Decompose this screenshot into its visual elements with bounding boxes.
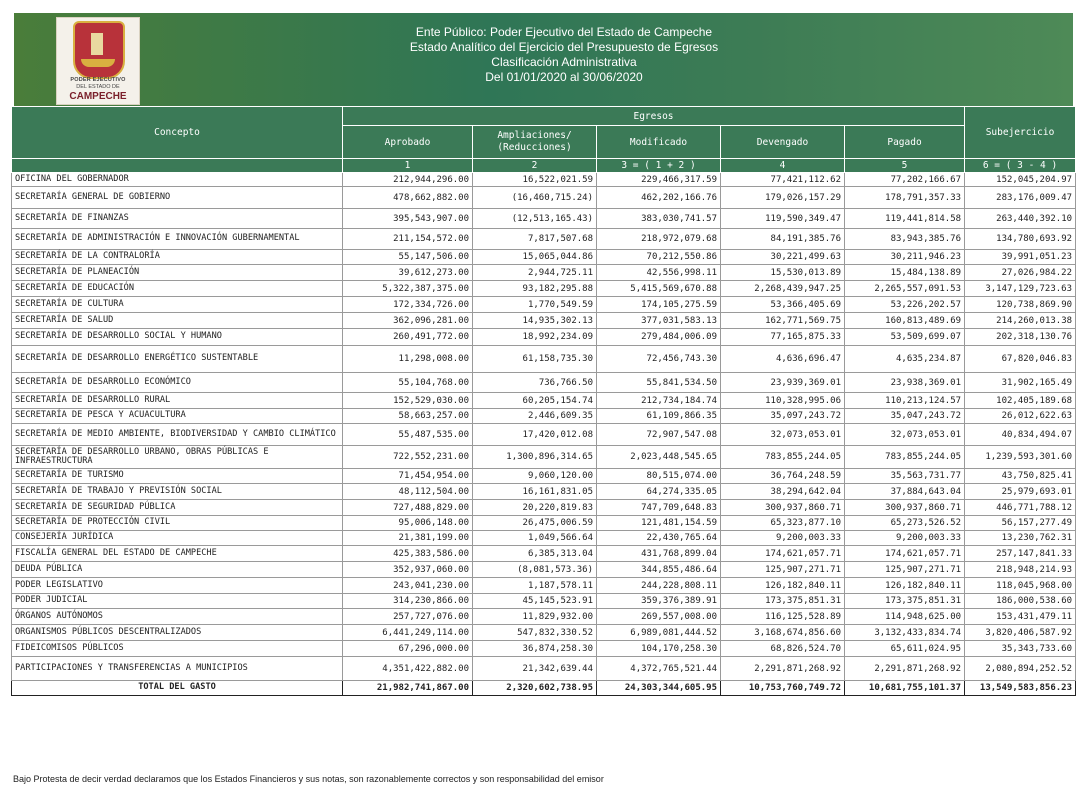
value-cell: 116,125,528.89 — [721, 609, 845, 625]
value-cell: 377,031,583.13 — [597, 313, 721, 329]
value-cell: 121,481,154.59 — [597, 516, 721, 531]
concepto-cell: PODER LEGISLATIVO — [12, 578, 343, 594]
value-cell: 383,030,741.57 — [597, 209, 721, 229]
report-name-line: Estado Analítico del Ejercicio del Presupuesto de Egresos — [409, 40, 719, 54]
concepto-cell: SECRETARÍA DE DESARROLLO RURAL — [12, 393, 343, 409]
concepto-cell: PODER JUDICIAL — [12, 594, 343, 609]
table-row — [12, 469, 1076, 484]
value-cell: 431,768,899.04 — [597, 546, 721, 562]
col-aprobado: Aprobado — [343, 126, 473, 159]
value-cell: 172,334,726.00 — [343, 297, 473, 313]
concepto-cell: FIDEICOMISOS PÚBLICOS — [12, 641, 343, 657]
value-cell: 211,154,572.00 — [343, 229, 473, 250]
table-row — [12, 625, 1076, 641]
concepto-cell: SECRETARÍA DE PLANEACIÓN — [12, 265, 343, 281]
value-cell: 173,375,851.31 — [721, 594, 845, 609]
total-value-cell: 21,982,741,867.00 — [343, 681, 473, 696]
value-cell: 4,372,765,521.44 — [597, 657, 721, 681]
col-pagado: Pagado — [845, 126, 965, 159]
value-cell: 218,948,214.93 — [965, 562, 1076, 578]
value-cell: 2,080,894,252.52 — [965, 657, 1076, 681]
value-cell: 214,260,013.38 — [965, 313, 1076, 329]
value-cell: 179,026,157.29 — [721, 187, 845, 209]
value-cell: 23,938,369.01 — [845, 373, 965, 393]
value-cell: 125,907,271.71 — [845, 562, 965, 578]
value-cell: 2,291,871,268.92 — [845, 657, 965, 681]
value-cell: 11,298,008.00 — [343, 346, 473, 373]
value-cell: 6,385,313.04 — [473, 546, 597, 562]
total-value-cell: 10,753,760,749.72 — [721, 681, 845, 696]
table-row — [12, 484, 1076, 500]
table-row — [12, 173, 1076, 187]
value-cell: 727,488,829.00 — [343, 500, 473, 516]
value-cell: 83,943,385.76 — [845, 229, 965, 250]
value-cell: 352,937,060.00 — [343, 562, 473, 578]
value-cell: 202,318,130.76 — [965, 329, 1076, 346]
concepto-cell: DEUDA PÚBLICA — [12, 562, 343, 578]
concepto-cell: SECRETARÍA DE MEDIO AMBIENTE, BIODIVERSIDAD Y CAMBIO CLIMÁTICO — [12, 424, 343, 446]
report-header — [14, 13, 1073, 106]
col-number-3: 3 = ( 1 + 2 ) — [597, 159, 721, 173]
table-row — [12, 265, 1076, 281]
value-cell: 747,709,648.83 — [597, 500, 721, 516]
value-cell: 212,944,296.00 — [343, 173, 473, 187]
footer-statement: Bajo Protesta de decir verdad declaramos que los Estados Financieros y sus notas, son razonablemente correctos y son responsabilidad del emisor — [13, 774, 604, 784]
value-cell: 229,466,317.59 — [597, 173, 721, 187]
value-cell: 23,939,369.01 — [721, 373, 845, 393]
value-cell: 39,991,051.23 — [965, 250, 1076, 265]
logo-text-line2: DEL ESTADO DE — [76, 84, 120, 90]
value-cell: 11,829,932.00 — [473, 609, 597, 625]
table-row — [12, 516, 1076, 531]
col-number-1: 1 — [343, 159, 473, 173]
value-cell: 77,165,875.33 — [721, 329, 845, 346]
value-cell: 547,832,330.52 — [473, 625, 597, 641]
total-value-cell: 13,549,583,856.23 — [965, 681, 1076, 696]
value-cell: 65,323,877.10 — [721, 516, 845, 531]
col-blank — [12, 159, 343, 173]
value-cell: 300,937,860.71 — [721, 500, 845, 516]
value-cell: 1,049,566.64 — [473, 531, 597, 546]
value-cell: 72,907,547.08 — [597, 424, 721, 446]
value-cell: 31,902,165.49 — [965, 373, 1076, 393]
value-cell: 3,147,129,723.63 — [965, 281, 1076, 297]
value-cell: 2,265,557,091.53 — [845, 281, 965, 297]
value-cell: (12,513,165.43) — [473, 209, 597, 229]
value-cell: 173,375,851.31 — [845, 594, 965, 609]
value-cell: 77,202,166.67 — [845, 173, 965, 187]
table-row — [12, 187, 1076, 209]
table-row — [12, 562, 1076, 578]
total-value-cell: 10,681,755,101.37 — [845, 681, 965, 696]
value-cell: 1,239,593,301.60 — [965, 446, 1076, 469]
logo-text-line3: CAMPECHE — [69, 91, 127, 102]
concepto-cell: SECRETARÍA DE PROTECCIÓN CIVIL — [12, 516, 343, 531]
value-cell: 120,738,869.90 — [965, 297, 1076, 313]
value-cell: (16,460,715.24) — [473, 187, 597, 209]
value-cell: 80,515,074.00 — [597, 469, 721, 484]
value-cell: 15,530,013.89 — [721, 265, 845, 281]
value-cell: 2,291,871,268.92 — [721, 657, 845, 681]
value-cell: 162,771,569.75 — [721, 313, 845, 329]
table-row — [12, 609, 1076, 625]
concepto-cell: SECRETARÍA DE TURISMO — [12, 469, 343, 484]
value-cell: 64,274,335.05 — [597, 484, 721, 500]
value-cell: 119,590,349.47 — [721, 209, 845, 229]
table-row — [12, 424, 1076, 446]
table-row — [12, 250, 1076, 265]
value-cell: 93,182,295.88 — [473, 281, 597, 297]
value-cell: 359,376,389.91 — [597, 594, 721, 609]
table-row — [12, 546, 1076, 562]
value-cell: 20,220,819.83 — [473, 500, 597, 516]
value-cell: 65,273,526.52 — [845, 516, 965, 531]
concepto-cell: SECRETARÍA DE DESARROLLO ENERGÉTICO SUSTENTABLE — [12, 346, 343, 373]
logo-text-line1: PODER EJECUTIVO — [70, 77, 126, 83]
value-cell: 16,161,831.05 — [473, 484, 597, 500]
value-cell: 104,170,258.30 — [597, 641, 721, 657]
value-cell: 18,992,234.09 — [473, 329, 597, 346]
value-cell: 21,342,639.44 — [473, 657, 597, 681]
value-cell: 722,552,231.00 — [343, 446, 473, 469]
value-cell: 55,147,506.00 — [343, 250, 473, 265]
value-cell: 26,475,006.59 — [473, 516, 597, 531]
concepto-cell: SECRETARÍA DE TRABAJO Y PREVISIÓN SOCIAL — [12, 484, 343, 500]
value-cell: 462,202,166.76 — [597, 187, 721, 209]
value-cell: 4,351,422,882.00 — [343, 657, 473, 681]
value-cell: 5,322,387,375.00 — [343, 281, 473, 297]
value-cell: 174,621,057.71 — [721, 546, 845, 562]
value-cell: 22,430,765.64 — [597, 531, 721, 546]
value-cell: 478,662,882.00 — [343, 187, 473, 209]
value-cell: 95,006,148.00 — [343, 516, 473, 531]
total-value-cell: 24,303,344,605.95 — [597, 681, 721, 696]
table-row — [12, 313, 1076, 329]
value-cell: 244,228,808.11 — [597, 578, 721, 594]
value-cell: 56,157,277.49 — [965, 516, 1076, 531]
value-cell: 174,105,275.59 — [597, 297, 721, 313]
value-cell: 178,791,357.33 — [845, 187, 965, 209]
concepto-cell: ÓRGANOS AUTÓNOMOS — [12, 609, 343, 625]
value-cell: 1,770,549.59 — [473, 297, 597, 313]
value-cell: 26,012,622.63 — [965, 409, 1076, 424]
col-number-4: 4 — [721, 159, 845, 173]
concepto-cell: SECRETARÍA DE ADMINISTRACIÓN E INNOVACIÓN GUBERNAMENTAL — [12, 229, 343, 250]
table-row — [12, 641, 1076, 657]
value-cell: 314,230,866.00 — [343, 594, 473, 609]
value-cell: 2,446,609.35 — [473, 409, 597, 424]
value-cell: 119,441,814.58 — [845, 209, 965, 229]
period-line: Del 01/01/2020 al 30/06/2020 — [485, 70, 643, 84]
value-cell: 257,727,076.00 — [343, 609, 473, 625]
col-devengado: Devengado — [721, 126, 845, 159]
value-cell: 70,212,550.86 — [597, 250, 721, 265]
value-cell: 25,979,693.01 — [965, 484, 1076, 500]
concepto-cell: PARTICIPACIONES Y TRANSFERENCIAS A MUNICIPIOS — [12, 657, 343, 681]
value-cell: 1,187,578.11 — [473, 578, 597, 594]
total-label: TOTAL DEL GASTO — [12, 681, 343, 696]
value-cell: 35,563,731.77 — [845, 469, 965, 484]
value-cell: 30,211,946.23 — [845, 250, 965, 265]
value-cell: 27,026,984.22 — [965, 265, 1076, 281]
value-cell: 32,073,053.01 — [721, 424, 845, 446]
table-row — [12, 281, 1076, 297]
value-cell: 30,221,499.63 — [721, 250, 845, 265]
value-cell: 61,158,735.30 — [473, 346, 597, 373]
value-cell: 42,556,998.11 — [597, 265, 721, 281]
value-cell: 7,817,507.68 — [473, 229, 597, 250]
concepto-cell: SECRETARÍA DE LA CONTRALORÍA — [12, 250, 343, 265]
value-cell: 55,104,768.00 — [343, 373, 473, 393]
value-cell: 102,405,189.68 — [965, 393, 1076, 409]
value-cell: 2,944,725.11 — [473, 265, 597, 281]
value-cell: 38,294,642.04 — [721, 484, 845, 500]
egresos-header: Egresos — [343, 107, 965, 126]
value-cell: 114,948,625.00 — [845, 609, 965, 625]
value-cell: 36,764,248.59 — [721, 469, 845, 484]
table-row — [12, 229, 1076, 250]
value-cell: 134,780,693.92 — [965, 229, 1076, 250]
value-cell: 9,200,003.33 — [721, 531, 845, 546]
value-cell: 53,226,202.57 — [845, 297, 965, 313]
table-row — [12, 346, 1076, 373]
table-row — [12, 329, 1076, 346]
value-cell: 174,621,057.71 — [845, 546, 965, 562]
table-row — [12, 578, 1076, 594]
value-cell: 3,820,406,587.92 — [965, 625, 1076, 641]
value-cell: 55,841,534.50 — [597, 373, 721, 393]
value-cell: 61,109,866.35 — [597, 409, 721, 424]
value-cell: 160,813,489.69 — [845, 313, 965, 329]
budget-table — [11, 106, 1076, 696]
value-cell: 16,522,021.59 — [473, 173, 597, 187]
value-cell: 446,771,788.12 — [965, 500, 1076, 516]
value-cell: 260,491,772.00 — [343, 329, 473, 346]
value-cell: 4,636,696.47 — [721, 346, 845, 373]
value-cell: 2,268,439,947.25 — [721, 281, 845, 297]
value-cell: 9,200,003.33 — [845, 531, 965, 546]
value-cell: 6,989,081,444.52 — [597, 625, 721, 641]
value-cell: 67,296,000.00 — [343, 641, 473, 657]
value-cell: 118,045,968.00 — [965, 578, 1076, 594]
value-cell: 9,060,120.00 — [473, 469, 597, 484]
value-cell: 39,612,273.00 — [343, 265, 473, 281]
value-cell: 425,383,586.00 — [343, 546, 473, 562]
coat-of-arms-icon — [73, 21, 125, 79]
value-cell: 13,230,762.31 — [965, 531, 1076, 546]
concepto-cell: SECRETARÍA DE DESARROLLO SOCIAL Y HUMANO — [12, 329, 343, 346]
col-number-2: 2 — [473, 159, 597, 173]
value-cell: 243,041,230.00 — [343, 578, 473, 594]
value-cell: 15,065,044.86 — [473, 250, 597, 265]
entity-line: Ente Público: Poder Ejecutivo del Estado de Campeche — [415, 25, 713, 39]
value-cell: 212,734,184.74 — [597, 393, 721, 409]
table-row — [12, 446, 1076, 469]
value-cell: 4,635,234.87 — [845, 346, 965, 373]
value-cell: 48,112,504.00 — [343, 484, 473, 500]
table-row — [12, 393, 1076, 409]
table-row — [12, 594, 1076, 609]
concepto-cell: SECRETARÍA DE DESARROLLO ECONÓMICO — [12, 373, 343, 393]
table-row — [12, 209, 1076, 229]
value-cell: 71,454,954.00 — [343, 469, 473, 484]
value-cell: 736,766.50 — [473, 373, 597, 393]
value-cell: 152,529,030.00 — [343, 393, 473, 409]
value-cell: 2,023,448,545.65 — [597, 446, 721, 469]
campeche-logo — [56, 17, 140, 105]
value-cell: 218,972,079.68 — [597, 229, 721, 250]
table-row — [12, 373, 1076, 393]
value-cell: 36,874,258.30 — [473, 641, 597, 657]
value-cell: 77,421,112.62 — [721, 173, 845, 187]
table-row — [12, 531, 1076, 546]
table-row — [12, 409, 1076, 424]
value-cell: 67,820,046.83 — [965, 346, 1076, 373]
value-cell: 21,381,199.00 — [343, 531, 473, 546]
value-cell: 110,328,995.06 — [721, 393, 845, 409]
value-cell: 263,440,392.10 — [965, 209, 1076, 229]
value-cell: 3,168,674,856.60 — [721, 625, 845, 641]
value-cell: 783,855,244.05 — [721, 446, 845, 469]
value-cell: 14,935,302.13 — [473, 313, 597, 329]
value-cell: 17,420,012.08 — [473, 424, 597, 446]
concepto-cell: SECRETARÍA DE PESCA Y ACUACULTURA — [12, 409, 343, 424]
value-cell: 1,300,896,314.65 — [473, 446, 597, 469]
value-cell: 300,937,860.71 — [845, 500, 965, 516]
value-cell: 55,487,535.00 — [343, 424, 473, 446]
col-number-6: 6 = ( 3 - 4 ) — [965, 159, 1076, 173]
concepto-cell: SECRETARÍA DE SALUD — [12, 313, 343, 329]
concepto-cell: SECRETARÍA GENERAL DE GOBIERNO — [12, 187, 343, 209]
budget-table-body — [12, 173, 1076, 696]
value-cell: 65,611,024.95 — [845, 641, 965, 657]
value-cell: 45,145,523.91 — [473, 594, 597, 609]
table-row — [12, 297, 1076, 313]
table-row — [12, 500, 1076, 516]
table-row — [12, 657, 1076, 681]
concepto-cell: FISCALÍA GENERAL DEL ESTADO DE CAMPECHE — [12, 546, 343, 562]
value-cell: 269,557,008.00 — [597, 609, 721, 625]
col-number-5: 5 — [845, 159, 965, 173]
col-modificado: Modificado — [597, 126, 721, 159]
value-cell: 84,191,385.76 — [721, 229, 845, 250]
value-cell: 783,855,244.05 — [845, 446, 965, 469]
value-cell: 35,097,243.72 — [721, 409, 845, 424]
value-cell: 125,907,271.71 — [721, 562, 845, 578]
value-cell: 153,431,479.11 — [965, 609, 1076, 625]
concepto-cell: SECRETARÍA DE EDUCACIÓN — [12, 281, 343, 297]
value-cell: 186,000,538.60 — [965, 594, 1076, 609]
value-cell: 37,884,643.04 — [845, 484, 965, 500]
classification-line: Clasificación Administrativa — [491, 55, 637, 69]
total-value-cell: 2,320,602,738.95 — [473, 681, 597, 696]
value-cell: 110,213,124.57 — [845, 393, 965, 409]
concepto-cell: SECRETARÍA DE CULTURA — [12, 297, 343, 313]
value-cell: 35,343,733.60 — [965, 641, 1076, 657]
value-cell: 152,045,204.97 — [965, 173, 1076, 187]
value-cell: 32,073,053.01 — [845, 424, 965, 446]
value-cell: 283,176,009.47 — [965, 187, 1076, 209]
value-cell: 344,855,486.64 — [597, 562, 721, 578]
value-cell: 60,205,154.74 — [473, 393, 597, 409]
value-cell: 53,509,699.07 — [845, 329, 965, 346]
col-ampliaciones: Ampliaciones/ (Reducciones) — [473, 126, 597, 159]
value-cell: 58,663,257.00 — [343, 409, 473, 424]
concepto-cell: SECRETARÍA DE FINANZAS — [12, 209, 343, 229]
value-cell: 72,456,743.30 — [597, 346, 721, 373]
concepto-header: Concepto — [12, 107, 343, 159]
value-cell: 3,132,433,834.74 — [845, 625, 965, 641]
value-cell: 126,182,840.11 — [721, 578, 845, 594]
value-cell: 6,441,249,114.00 — [343, 625, 473, 641]
concepto-cell: SECRETARÍA DE DESARROLLO URBANO, OBRAS PÚBLICAS E INFRAESTRUCTURA — [12, 446, 343, 469]
value-cell: 15,484,138.89 — [845, 265, 965, 281]
value-cell: 257,147,841.33 — [965, 546, 1076, 562]
value-cell: 68,826,524.70 — [721, 641, 845, 657]
value-cell: 279,484,006.09 — [597, 329, 721, 346]
subejercicio-header: Subejercicio — [965, 107, 1076, 159]
value-cell: 5,415,569,670.88 — [597, 281, 721, 297]
total-row — [12, 681, 1076, 696]
value-cell: 43,750,825.41 — [965, 469, 1076, 484]
concepto-cell: SECRETARÍA DE SEGURIDAD PÚBLICA — [12, 500, 343, 516]
value-cell: 126,182,840.11 — [845, 578, 965, 594]
concepto-cell: ORGANISMOS PÚBLICOS DESCENTRALIZADOS — [12, 625, 343, 641]
value-cell: 35,047,243.72 — [845, 409, 965, 424]
value-cell: (8,081,573.36) — [473, 562, 597, 578]
report-title — [314, 25, 814, 85]
value-cell: 40,834,494.07 — [965, 424, 1076, 446]
concepto-cell: OFICINA DEL GOBERNADOR — [12, 173, 343, 187]
value-cell: 362,096,281.00 — [343, 313, 473, 329]
concepto-cell: CONSEJERÍA JURÍDICA — [12, 531, 343, 546]
value-cell: 53,366,405.69 — [721, 297, 845, 313]
value-cell: 395,543,907.00 — [343, 209, 473, 229]
